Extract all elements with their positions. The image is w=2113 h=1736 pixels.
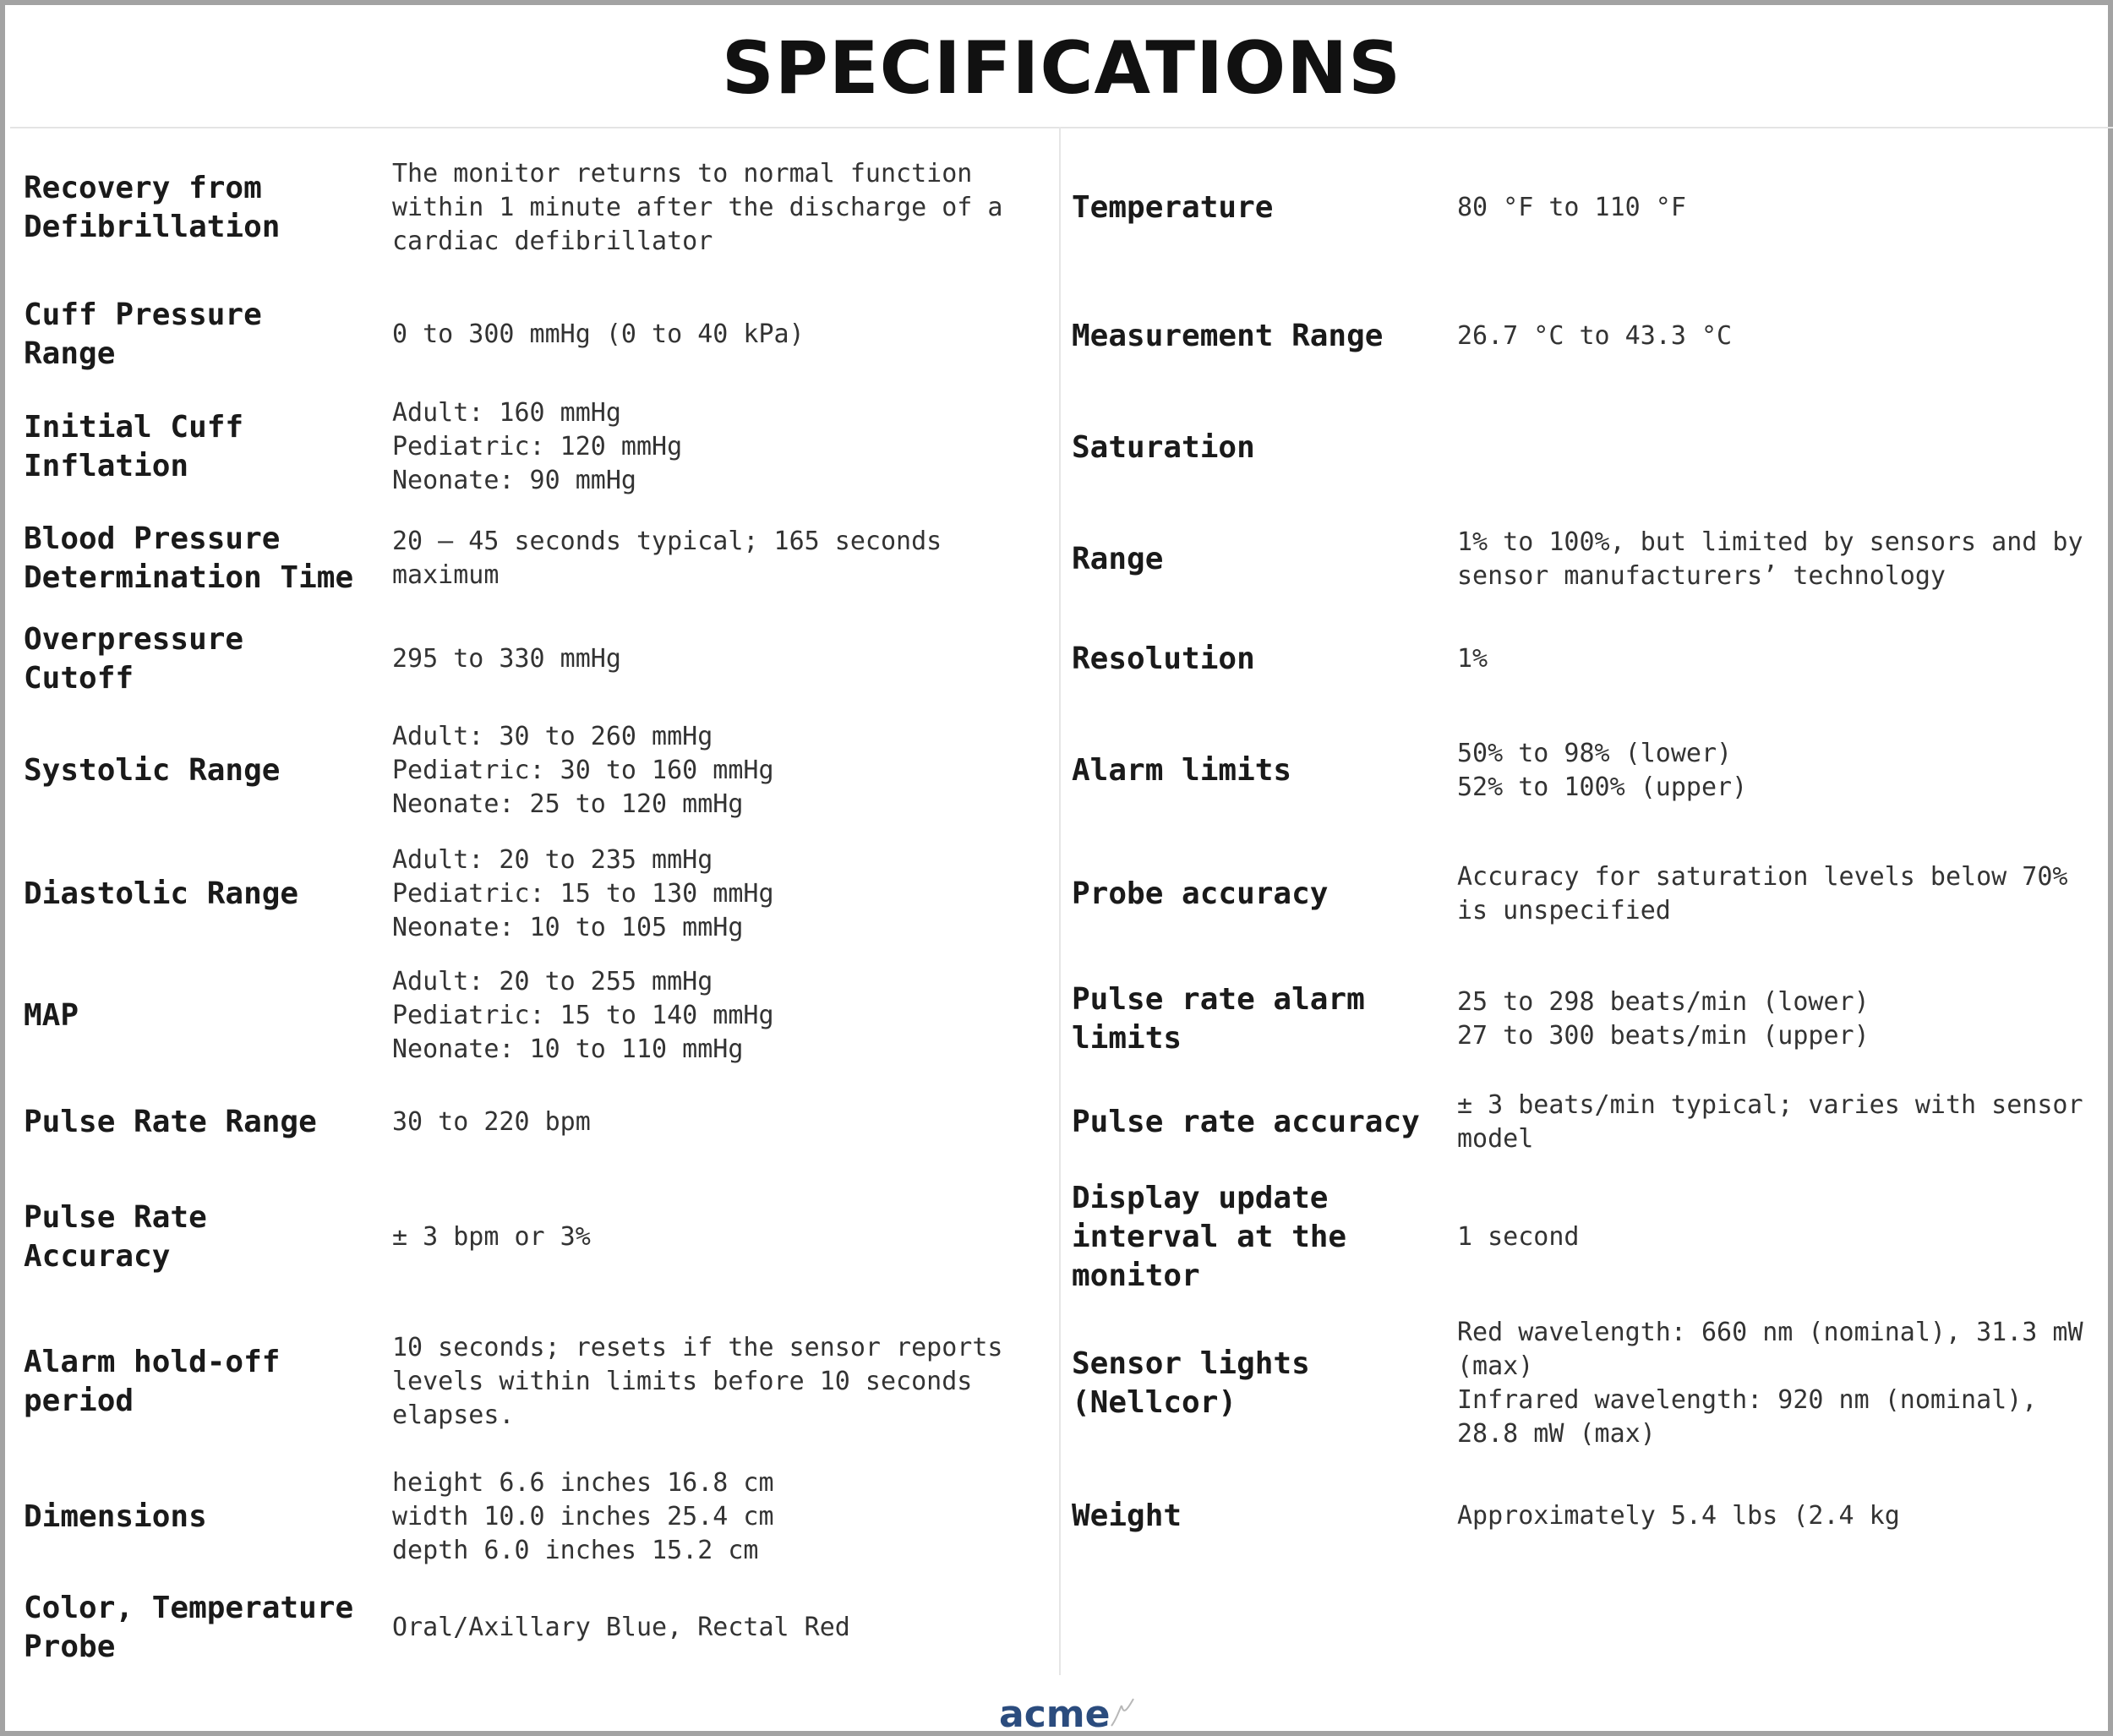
spec-label: Color, Temperature Probe <box>24 1591 354 1664</box>
spec-row-diastolic-range <box>24 842 1048 947</box>
spec-value: height 6.6 inches 16.8 cm width 10.0 inches 25.4 cm depth 6.0 inches 15.2 cm <box>392 1468 774 1565</box>
spec-row-measurement-range <box>1072 311 2103 362</box>
spec-row-color-temperature-probe <box>24 1586 1048 1670</box>
spec-row-alarm-limits <box>1072 735 2103 806</box>
spec-label: Diastolic Range <box>24 876 299 911</box>
spec-label: Pulse Rate Accuracy <box>24 1200 207 1274</box>
spec-value: 10 seconds; resets if the sensor reports levels within limits before 10 seconds elapses. <box>392 1333 1003 1430</box>
spec-value: 1 second <box>1457 1222 1580 1252</box>
spec-row-resolution <box>1072 634 2103 685</box>
spec-label: Resolution <box>1072 641 1255 676</box>
spec-label: Probe accuracy <box>1072 876 1329 911</box>
spec-value: ± 3 bpm or 3% <box>392 1222 591 1252</box>
spec-row-cuff-pressure-range <box>24 284 1048 385</box>
acme-logo <box>999 1685 1135 1736</box>
spec-label: Measurement Range <box>1072 319 1384 353</box>
spec-value: Approximately 5.4 lbs (2.4 kg <box>1457 1501 1900 1531</box>
spec-label: Sensor lights (Nellcor) <box>1072 1346 1310 1420</box>
spec-row-probe-accuracy <box>1072 859 2103 930</box>
logo-swoosh-icon <box>1110 1694 1135 1736</box>
spec-label: Pulse rate accuracy <box>1072 1105 1420 1139</box>
spec-label: Saturation <box>1072 430 1255 465</box>
spec-value: 20 – 45 seconds typical; 165 seconds maximum <box>392 527 942 590</box>
spec-row-sensor-lights <box>1072 1313 2103 1454</box>
page-title: SPECIFICATIONS <box>721 26 1402 111</box>
spec-row-weight <box>1072 1491 2103 1542</box>
title-bar <box>10 10 2113 128</box>
spec-row-pulse-rate-alarm-limits <box>1072 977 2103 1062</box>
spec-label: Systolic Range <box>24 753 281 788</box>
spec-row-initial-cuff-inflation <box>24 394 1048 500</box>
spec-row-blood-pressure-determination-time <box>24 512 1048 605</box>
spec-label: Weight <box>1072 1499 1182 1533</box>
spec-value: Adult: 20 to 255 mmHg Pediatric: 15 to 140 mmHg Neonate: 10 to 110 mmHg <box>392 967 774 1064</box>
spec-value: 26.7 °C to 43.3 °C <box>1457 321 1733 351</box>
spec-row-systolic-range <box>24 718 1048 823</box>
spec-value: ± 3 beats/min typical; varies with sensor model <box>1457 1090 2083 1154</box>
spec-row-map <box>24 964 1048 1068</box>
spec-row-pulse-rate-range <box>24 1097 1048 1148</box>
spec-value: Oral/Axillary Blue, Rectal Red <box>392 1613 850 1642</box>
spec-label: Range <box>1072 542 1164 576</box>
spec-value: 1% <box>1457 644 1488 674</box>
spec-row-overpressure-cutoff <box>24 617 1048 701</box>
spec-row-alarm-hold-off-period <box>24 1329 1048 1435</box>
spec-value: Adult: 30 to 260 mmHg Pediatric: 30 to 160 mmHg Neonate: 25 to 120 mmHg <box>392 722 774 819</box>
spec-value: Adult: 160 mmHg Pediatric: 120 mmHg Neonate: 90 mmHg <box>392 398 683 495</box>
spec-value: 295 to 330 mmHg <box>392 644 621 674</box>
spec-value: 1% to 100%, but limited by sensors and by sensor manufacturers’ technology <box>1457 527 2083 591</box>
spec-row-dimensions <box>24 1464 1048 1570</box>
spec-label: Pulse Rate Range <box>24 1105 317 1139</box>
spec-label: Pulse rate alarm limits <box>1072 982 1365 1056</box>
spec-label: Alarm limits <box>1072 753 1292 788</box>
spec-row-saturation <box>1072 423 2103 473</box>
spec-label: Dimensions <box>24 1499 207 1534</box>
spec-label: Display update interval at the monitor <box>1072 1181 1347 1293</box>
spec-value: Red wavelength: 660 nm (nominal), 31.3 mW (max) Infrared wavelength: 920 nm (nominal), 28.8 mW (max) <box>1457 1318 2083 1449</box>
spec-label: Overpressure Cutoff <box>24 622 244 696</box>
spec-label: Alarm hold-off period <box>24 1345 281 1418</box>
spec-label: Recovery from Defibrillation <box>24 171 281 244</box>
logo-wordmark: acme <box>999 1693 1111 1736</box>
spec-value: The monitor returns to normal function within 1 minute after the discharge of a cardiac defibrillator <box>392 159 1003 256</box>
spec-value: 25 to 298 beats/min (lower) 27 to 300 beats/min (upper) <box>1457 987 1870 1051</box>
spec-value: 30 to 220 bpm <box>392 1107 591 1137</box>
spec-value: 50% to 98% (lower) 52% to 100% (upper) <box>1457 739 1748 802</box>
spec-label: MAP <box>24 998 79 1033</box>
spec-row-temperature <box>1072 183 2103 233</box>
spec-value: 80 °F to 110 °F <box>1457 193 1686 222</box>
spec-row-range <box>1072 524 2103 595</box>
spec-row-recovery-from-defibrillation <box>24 149 1048 267</box>
spec-value: Adult: 20 to 235 mmHg Pediatric: 15 to 130 mmHg Neonate: 10 to 105 mmHg <box>392 845 774 942</box>
spec-label: Cuff Pressure Range <box>24 298 262 371</box>
spec-row-pulse-rate-accuracy <box>1072 1087 2103 1158</box>
spec-label: Initial Cuff Inflation <box>24 410 244 483</box>
spec-row-display-update-interval <box>1072 1178 2103 1297</box>
spec-label: Temperature <box>1072 190 1274 225</box>
spec-label: Blood Pressure Determination Time <box>24 521 354 595</box>
column-divider <box>1059 127 1061 1675</box>
spec-value: Accuracy for saturation levels below 70% is unspecified <box>1457 862 2068 925</box>
spec-row-pulse-rate-accuracy <box>24 1195 1048 1280</box>
spec-value: 0 to 300 mmHg (0 to 40 kPa) <box>392 319 805 349</box>
